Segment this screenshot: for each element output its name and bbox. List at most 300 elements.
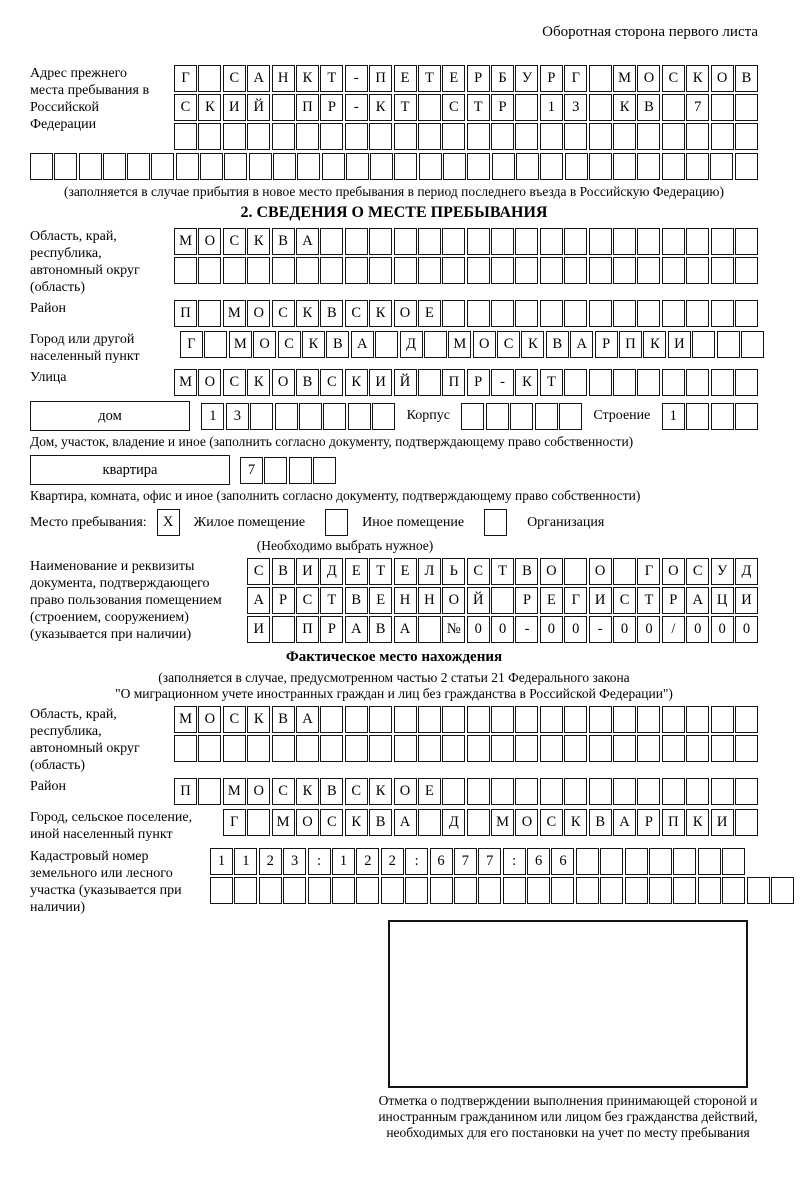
stamp-box (388, 920, 748, 1088)
char-box (600, 877, 623, 904)
char-box: К (643, 331, 666, 358)
char-box (299, 403, 322, 430)
char-box: К (345, 809, 368, 836)
char-box (564, 778, 587, 805)
char-box: В (326, 331, 349, 358)
char-box: М (223, 300, 246, 327)
char-box: М (229, 331, 252, 358)
char-box (722, 877, 745, 904)
oblast-actual-label: Область, край, республика, автономный округ (область) (30, 707, 140, 773)
char-box: В (345, 587, 368, 614)
char-box: 1 (540, 94, 563, 121)
char-box (275, 403, 298, 430)
char-box: П (369, 65, 392, 92)
char-box (735, 735, 758, 762)
char-box (692, 331, 715, 358)
char-box: В (320, 778, 343, 805)
char-box: Р (320, 616, 343, 643)
char-box (589, 369, 612, 396)
char-box-row (247, 587, 758, 614)
char-box: В (735, 65, 758, 92)
char-box: Р (540, 65, 563, 92)
char-box (283, 877, 306, 904)
char-box (467, 123, 490, 150)
char-box (662, 94, 685, 121)
char-box (234, 877, 257, 904)
char-box: С (442, 94, 465, 121)
char-box (467, 257, 490, 284)
char-box: Т (491, 558, 514, 585)
char-box: 3 (226, 403, 249, 430)
char-box: М (174, 706, 197, 733)
char-box (491, 735, 514, 762)
char-box (320, 228, 343, 255)
char-box: С (278, 331, 301, 358)
header-note: Оборотная сторона первого листа (542, 24, 758, 40)
char-box (320, 123, 343, 150)
char-box (54, 153, 77, 180)
char-box (491, 123, 514, 150)
char-box: 1 (210, 848, 233, 875)
stay-option-label: Организация (527, 514, 605, 530)
char-box (662, 257, 685, 284)
char-box: К (369, 778, 392, 805)
char-box (467, 706, 490, 733)
char-box (686, 735, 709, 762)
char-box: 1 (234, 848, 257, 875)
char-box: О (515, 809, 538, 836)
char-box (174, 735, 197, 762)
char-box: 0 (711, 616, 734, 643)
char-box: С (272, 778, 295, 805)
char-box: К (521, 331, 544, 358)
char-box (662, 123, 685, 150)
char-box (296, 735, 319, 762)
char-box (662, 735, 685, 762)
char-box (686, 300, 709, 327)
char-box (418, 809, 441, 836)
char-box (332, 877, 355, 904)
char-box: И (589, 587, 612, 614)
char-box: О (394, 300, 417, 327)
char-box-row (174, 706, 758, 733)
char-box (564, 558, 587, 585)
stroenie-label: Строение (593, 408, 651, 423)
char-box: А (296, 706, 319, 733)
char-box (589, 778, 612, 805)
char-box: 0 (613, 616, 636, 643)
char-box (394, 228, 417, 255)
char-box (198, 778, 221, 805)
char-box: В (369, 809, 392, 836)
char-box: 1 (201, 403, 224, 430)
char-box (247, 257, 270, 284)
char-box: 0 (686, 616, 709, 643)
char-box: К (564, 809, 587, 836)
char-box (515, 123, 538, 150)
char-box (264, 457, 287, 484)
char-box: П (174, 300, 197, 327)
char-box (491, 778, 514, 805)
char-box (711, 94, 734, 121)
char-box: : (405, 848, 428, 875)
char-box (735, 228, 758, 255)
char-box (424, 331, 447, 358)
char-box: Г (223, 809, 246, 836)
char-box (516, 153, 539, 180)
char-box (369, 123, 392, 150)
char-box-row (662, 403, 758, 430)
char-box (272, 123, 295, 150)
document-boxes (247, 558, 758, 643)
char-box: Р (320, 94, 343, 121)
char-box (442, 778, 465, 805)
char-box: Т (418, 65, 441, 92)
char-box: - (515, 616, 538, 643)
char-box (492, 153, 515, 180)
char-box (223, 257, 246, 284)
char-box (345, 706, 368, 733)
char-box (613, 228, 636, 255)
char-box: В (272, 706, 295, 733)
char-box (308, 877, 331, 904)
char-box: К (686, 809, 709, 836)
char-box: Г (564, 587, 587, 614)
char-box (320, 706, 343, 733)
char-box: Д (320, 558, 343, 585)
char-box (442, 300, 465, 327)
char-box: А (351, 331, 374, 358)
char-box: О (272, 369, 295, 396)
char-box (510, 403, 533, 430)
char-box: 7 (454, 848, 477, 875)
char-box: К (247, 228, 270, 255)
char-box (564, 369, 587, 396)
char-box: В (320, 300, 343, 327)
char-box (79, 153, 102, 180)
char-box (320, 735, 343, 762)
char-box (418, 257, 441, 284)
char-box: О (589, 558, 612, 585)
char-box (346, 153, 369, 180)
char-box-row (223, 809, 758, 836)
char-box: 1 (662, 403, 685, 430)
char-box (551, 877, 574, 904)
char-box (637, 153, 660, 180)
char-box (419, 153, 442, 180)
char-box (637, 228, 660, 255)
char-box: Е (394, 558, 417, 585)
char-box (247, 735, 270, 762)
char-box (313, 457, 336, 484)
korpus-label: Корпус (406, 408, 450, 423)
char-box: Е (394, 65, 417, 92)
char-box (296, 123, 319, 150)
char-box: О (394, 778, 417, 805)
char-box: Р (467, 65, 490, 92)
char-box (418, 369, 441, 396)
char-box (637, 778, 660, 805)
char-box: И (296, 558, 319, 585)
field-cadastre (30, 848, 758, 916)
char-box: К (515, 369, 538, 396)
field-raion-actual (30, 778, 758, 805)
stay-checkbox-inoe (325, 509, 348, 536)
char-box (224, 153, 247, 180)
raion-actual-label: Район (30, 779, 66, 794)
gorod-label: Город или другой населенный пункт (30, 332, 140, 364)
char-box (535, 403, 558, 430)
char-box: А (570, 331, 593, 358)
char-box: И (223, 94, 246, 121)
actual-location-caption-1: (заполняется в случае, предусмотренном частью 2 статьи 21 Федерального закона (158, 670, 630, 685)
char-box (467, 809, 490, 836)
field-oblast (30, 228, 758, 296)
char-box: Н (272, 65, 295, 92)
char-box (686, 778, 709, 805)
char-box (30, 153, 53, 180)
char-box (247, 123, 270, 150)
char-box (589, 65, 612, 92)
stay-label: Место пребывания: (30, 514, 147, 530)
char-box: В (589, 809, 612, 836)
char-box (515, 735, 538, 762)
char-box (686, 403, 709, 430)
char-box: К (247, 369, 270, 396)
char-box: А (686, 587, 709, 614)
char-box-row (174, 65, 758, 92)
char-box (662, 228, 685, 255)
char-box (649, 877, 672, 904)
char-box: 0 (564, 616, 587, 643)
char-box (320, 257, 343, 284)
char-box (686, 369, 709, 396)
prev-address-caption: (заполняется в случае прибытия в новое место пребывания в период последнего въезда в Российскую Федерацию) (63, 184, 725, 199)
char-box (722, 848, 745, 875)
char-box (735, 300, 758, 327)
cadastre-boxes (210, 848, 794, 904)
cadastre-label: Кадастровый номер земельного или лесного участка (указывается при наличии) (30, 849, 182, 915)
char-box: С (223, 706, 246, 733)
char-box: М (223, 778, 246, 805)
stay-option-label: Жилое помещение (193, 514, 306, 530)
char-box (198, 735, 221, 762)
char-box: С (613, 587, 636, 614)
char-box-row (210, 848, 794, 875)
char-box: К (345, 369, 368, 396)
char-box (589, 300, 612, 327)
char-box: Ц (711, 587, 734, 614)
char-box: В (515, 558, 538, 585)
char-box (589, 257, 612, 284)
char-box (589, 228, 612, 255)
char-box (711, 228, 734, 255)
char-box (564, 300, 587, 327)
stamp-area (378, 920, 758, 1141)
char-box: К (302, 331, 325, 358)
char-box (613, 123, 636, 150)
char-box: А (247, 65, 270, 92)
char-box (527, 877, 550, 904)
char-box: Р (515, 587, 538, 614)
char-box: Е (345, 558, 368, 585)
char-box: Т (369, 558, 392, 585)
prev-address-boxes (174, 65, 758, 150)
char-box: В (637, 94, 660, 121)
char-box: С (467, 558, 490, 585)
char-box: Т (540, 369, 563, 396)
char-box (589, 123, 612, 150)
char-box (686, 123, 709, 150)
char-box (348, 403, 371, 430)
char-box (405, 877, 428, 904)
char-box (741, 331, 764, 358)
char-box (491, 300, 514, 327)
char-box (442, 735, 465, 762)
char-box: 0 (637, 616, 660, 643)
char-box: Ь (442, 558, 465, 585)
char-box (503, 877, 526, 904)
char-box: М (491, 809, 514, 836)
char-box (369, 706, 392, 733)
prev-address-full-row (30, 153, 758, 180)
char-box: 1 (332, 848, 355, 875)
char-box (272, 735, 295, 762)
char-box (461, 403, 484, 430)
char-box (296, 257, 319, 284)
char-box: 3 (564, 94, 587, 121)
char-box (369, 735, 392, 762)
char-box: В (546, 331, 569, 358)
gorod-actual-label: Город, сельское поселение, иной населенный пункт (30, 810, 193, 842)
char-box: Н (394, 587, 417, 614)
char-box: Т (320, 65, 343, 92)
char-box (372, 403, 395, 430)
char-box (345, 228, 368, 255)
char-box (711, 369, 734, 396)
char-box-row (201, 403, 395, 430)
char-box (637, 369, 660, 396)
char-box: : (308, 848, 331, 875)
char-box (662, 369, 685, 396)
char-box (259, 877, 282, 904)
char-box (540, 257, 563, 284)
char-box (686, 257, 709, 284)
char-box (540, 123, 563, 150)
char-box-row (174, 778, 758, 805)
char-box: М (272, 809, 295, 836)
char-box (515, 94, 538, 121)
char-box (735, 369, 758, 396)
char-box: - (345, 65, 368, 92)
char-box: К (686, 65, 709, 92)
char-box: Е (418, 300, 441, 327)
char-box (515, 300, 538, 327)
char-box (589, 735, 612, 762)
field-gorod-actual (30, 809, 758, 843)
char-box: Е (369, 587, 392, 614)
char-box (637, 735, 660, 762)
char-box (613, 369, 636, 396)
char-box: О (296, 809, 319, 836)
char-box (673, 848, 696, 875)
char-box: О (662, 558, 685, 585)
char-box: А (394, 616, 417, 643)
char-box (323, 403, 346, 430)
char-box-row (174, 735, 758, 762)
char-box (200, 153, 223, 180)
char-box (698, 877, 721, 904)
char-box: А (613, 809, 636, 836)
char-box: С (345, 300, 368, 327)
char-box (442, 257, 465, 284)
char-box (747, 877, 770, 904)
char-box: И (711, 809, 734, 836)
char-box (637, 300, 660, 327)
char-box: В (272, 228, 295, 255)
char-box (345, 257, 368, 284)
char-box (540, 778, 563, 805)
char-box (198, 300, 221, 327)
char-box: А (296, 228, 319, 255)
char-box: 0 (491, 616, 514, 643)
char-box (637, 123, 660, 150)
char-box-row (180, 331, 764, 358)
char-box: 2 (381, 848, 404, 875)
char-box: С (345, 778, 368, 805)
char-box: Т (320, 587, 343, 614)
char-box: - (491, 369, 514, 396)
char-box (515, 778, 538, 805)
char-box-row (461, 403, 582, 430)
char-box (589, 706, 612, 733)
char-box: О (711, 65, 734, 92)
char-box (662, 706, 685, 733)
char-box: Р (637, 809, 660, 836)
char-box: Р (272, 587, 295, 614)
char-box (223, 735, 246, 762)
char-box (369, 257, 392, 284)
char-box (322, 153, 345, 180)
char-box: Б (491, 65, 514, 92)
char-box: Г (564, 65, 587, 92)
char-box: 0 (467, 616, 490, 643)
char-box: Е (540, 587, 563, 614)
char-box (673, 877, 696, 904)
char-box (613, 300, 636, 327)
char-box (491, 587, 514, 614)
char-box (564, 228, 587, 255)
document-label: Наименование и реквизиты документа, подтверждающего право пользования помещением (строением, сооружением) (указывается при наличии) (30, 559, 222, 642)
char-box-row (210, 877, 794, 904)
char-box (710, 153, 733, 180)
char-box (418, 735, 441, 762)
char-box (478, 877, 501, 904)
char-box (174, 257, 197, 284)
char-box: 0 (735, 616, 758, 643)
char-box: Й (247, 94, 270, 121)
char-box (662, 778, 685, 805)
char-box: П (619, 331, 642, 358)
char-box (198, 123, 221, 150)
stay-checkbox-zhiloe: X (157, 509, 180, 536)
char-box (662, 153, 685, 180)
char-box (272, 94, 295, 121)
char-box (540, 706, 563, 733)
char-box (613, 257, 636, 284)
dom-caption: Дом, участок, владение и иное (заполнить согласно документу, подтверждающему право собственности) (30, 434, 634, 449)
char-box (711, 257, 734, 284)
